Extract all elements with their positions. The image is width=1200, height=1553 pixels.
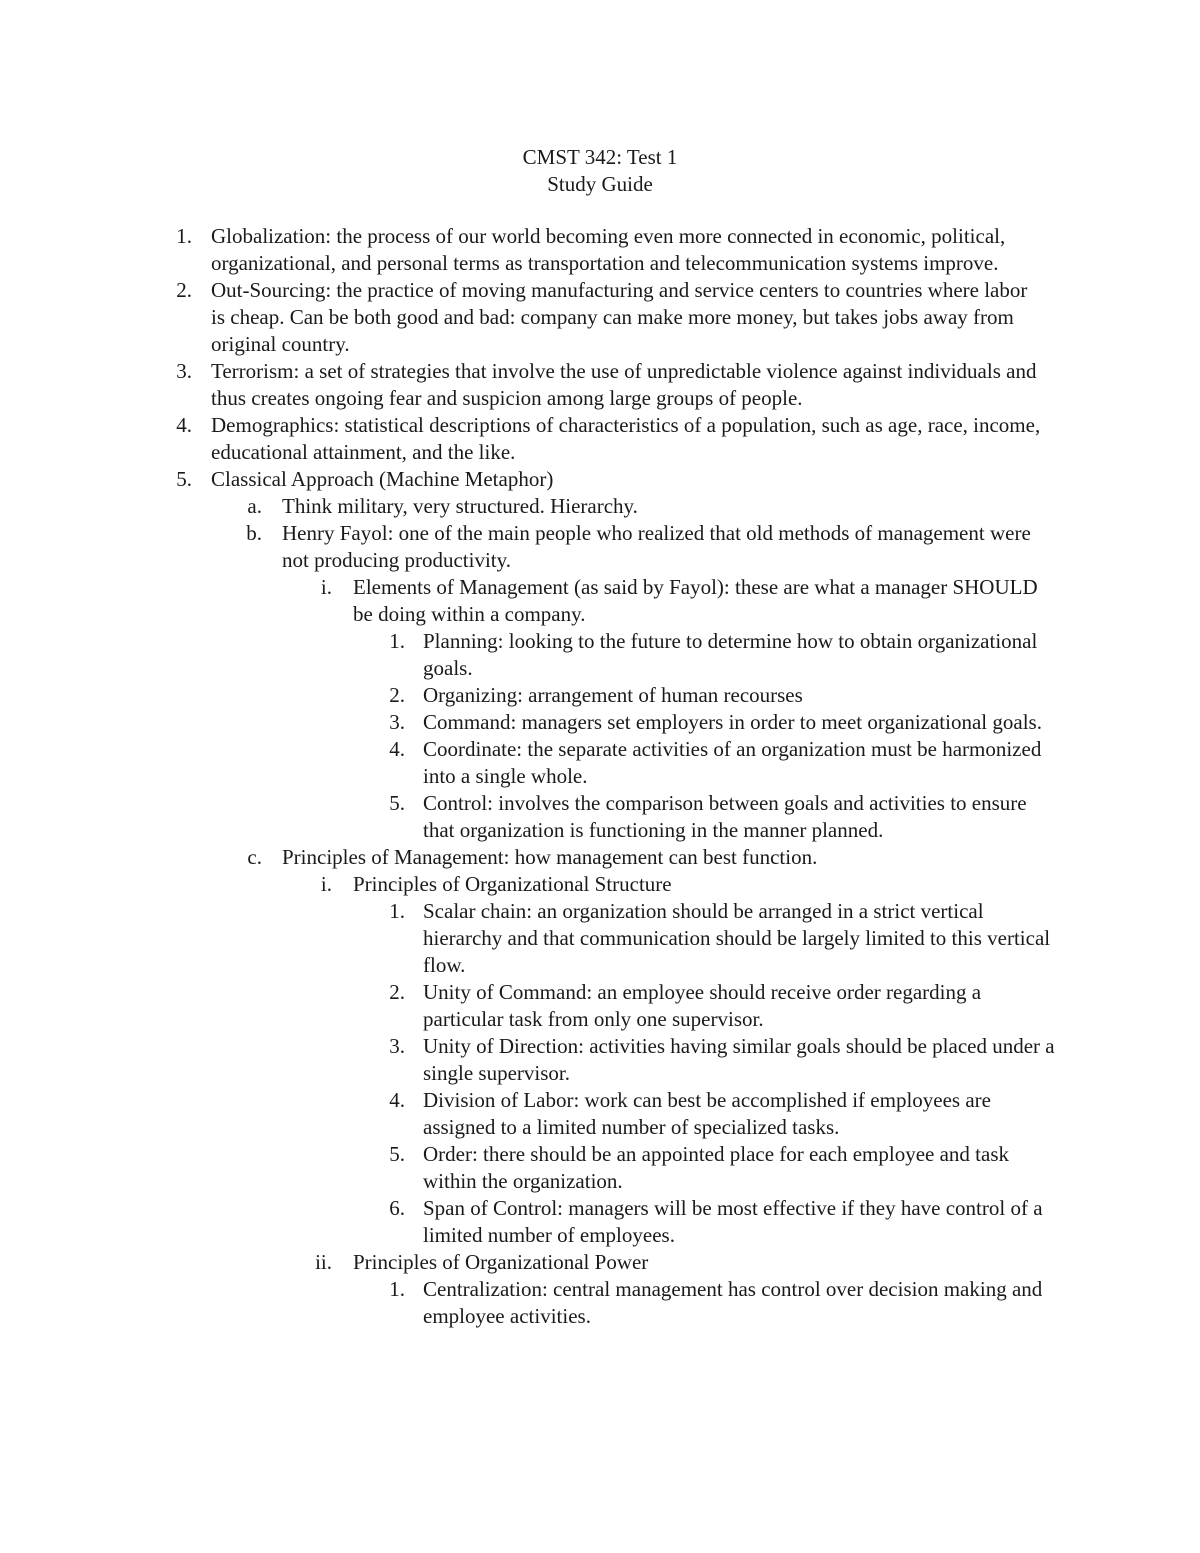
item-text: Order: there should be an appointed place for each employee and task within the organization. [423,1142,1010,1193]
item-marker: 3. [389,710,405,734]
item-text: Division of Labor: work can best be accomplished if employees are assigned to a limited number of specialized tasks. [423,1088,991,1139]
outline-item [0,1087,1200,1141]
item-marker: 2. [389,980,405,1004]
item-text: Elements of Management (as said by Fayol): these are what a manager SHOULD be doing within a company. [353,575,1038,626]
item-marker: 5. [389,1142,405,1166]
item-text: Principles of Organizational Power [353,1250,649,1274]
outline-item [0,1249,1200,1276]
title-line-subtitle: Study Guide [547,172,653,196]
item-marker: 2. [389,683,405,707]
outline-item [0,520,1200,574]
study-guide-outline [0,223,1200,1330]
item-marker: 4. [176,413,192,437]
item-text: Principles of Organizational Structure [353,872,672,896]
item-marker: 5. [389,791,405,815]
outline-item [0,898,1200,979]
item-marker: 4. [389,737,405,761]
item-text: Planning: looking to the future to determine how to obtain organizational goals. [423,629,1038,680]
item-marker: 2. [176,278,192,302]
outline-item [0,628,1200,682]
item-text: Globalization: the process of our world becoming even more connected in economic, political, organizational, and personal terms as transportation and telecommunication systems improve. [211,224,1006,275]
outline-item [0,574,1200,628]
item-text: Span of Control: managers will be most effective if they have control of a limited number of employees. [423,1196,1043,1247]
item-text: Scalar chain: an organization should be arranged in a strict vertical hierarchy and that communication should be largely limited to this vertical flow. [423,899,1051,977]
outline-item [0,493,1200,520]
item-marker: 3. [389,1034,405,1058]
document-title [0,144,1200,198]
outline-item [0,682,1200,709]
item-text: Unity of Command: an employee should receive order regarding a particular task from only one supervisor. [423,980,982,1031]
item-marker: i. [320,872,332,896]
outline-item [0,709,1200,736]
item-text: Demographics: statistical descriptions of characteristics of a population, such as age, race, income, educational attainment, and the like. [211,413,1041,464]
item-marker: 4. [389,1088,405,1112]
outline-item [0,358,1200,412]
outline-item [0,1141,1200,1195]
item-marker: 6. [389,1196,405,1220]
outline-item [0,979,1200,1033]
item-marker: 3. [176,359,192,383]
outline-item [0,1195,1200,1249]
item-marker: a. [247,494,262,518]
item-text: Classical Approach (Machine Metaphor) [211,467,554,491]
item-marker: c. [247,845,262,869]
outline-item [0,466,1200,493]
item-text: Organizing: arrangement of human recourses [423,683,803,707]
outline-item [0,844,1200,871]
item-marker: i. [320,575,332,599]
item-marker: b. [246,521,262,545]
outline-item [0,223,1200,277]
outline-item [0,1276,1200,1330]
outline-item [0,277,1200,358]
outline-item [0,412,1200,466]
item-marker: 1. [176,224,192,248]
item-marker: 5. [176,467,192,491]
outline-item [0,871,1200,898]
item-text: Terrorism: a set of strategies that involve the use of unpredictable violence against individuals and thus creates ongoing fear and suspicion among large groups of people. [211,359,1037,410]
title-line-course: CMST 342: Test 1 [522,145,678,169]
item-text: Centralization: central management has control over decision making and employee activities. [423,1277,1043,1328]
item-marker: ii. [315,1250,332,1274]
item-text: Coordinate: the separate activities of an organization must be harmonized into a single whole. [423,737,1042,788]
item-text: Out-Sourcing: the practice of moving manufacturing and service centers to countries where labor is cheap. Can be both good and bad: company can make more money, but takes jobs away from original country. [211,278,1028,356]
item-text: Principles of Management: how management can best function. [282,845,818,869]
item-marker: 1. [389,899,405,923]
item-text: Command: managers set employers in order to meet organizational goals. [423,710,1042,734]
item-text: Henry Fayol: one of the main people who realized that old methods of management were not producing productivity. [282,521,1031,572]
item-marker: 1. [389,629,405,653]
item-marker: 1. [389,1277,405,1301]
item-text: Control: involves the comparison between goals and activities to ensure that organization is functioning in the manner planned. [423,791,1027,842]
outline-item [0,790,1200,844]
item-text: Think military, very structured. Hierarchy. [282,494,638,518]
outline-item [0,1033,1200,1087]
item-text: Unity of Direction: activities having similar goals should be placed under a single supervisor. [423,1034,1055,1085]
outline-item [0,736,1200,790]
